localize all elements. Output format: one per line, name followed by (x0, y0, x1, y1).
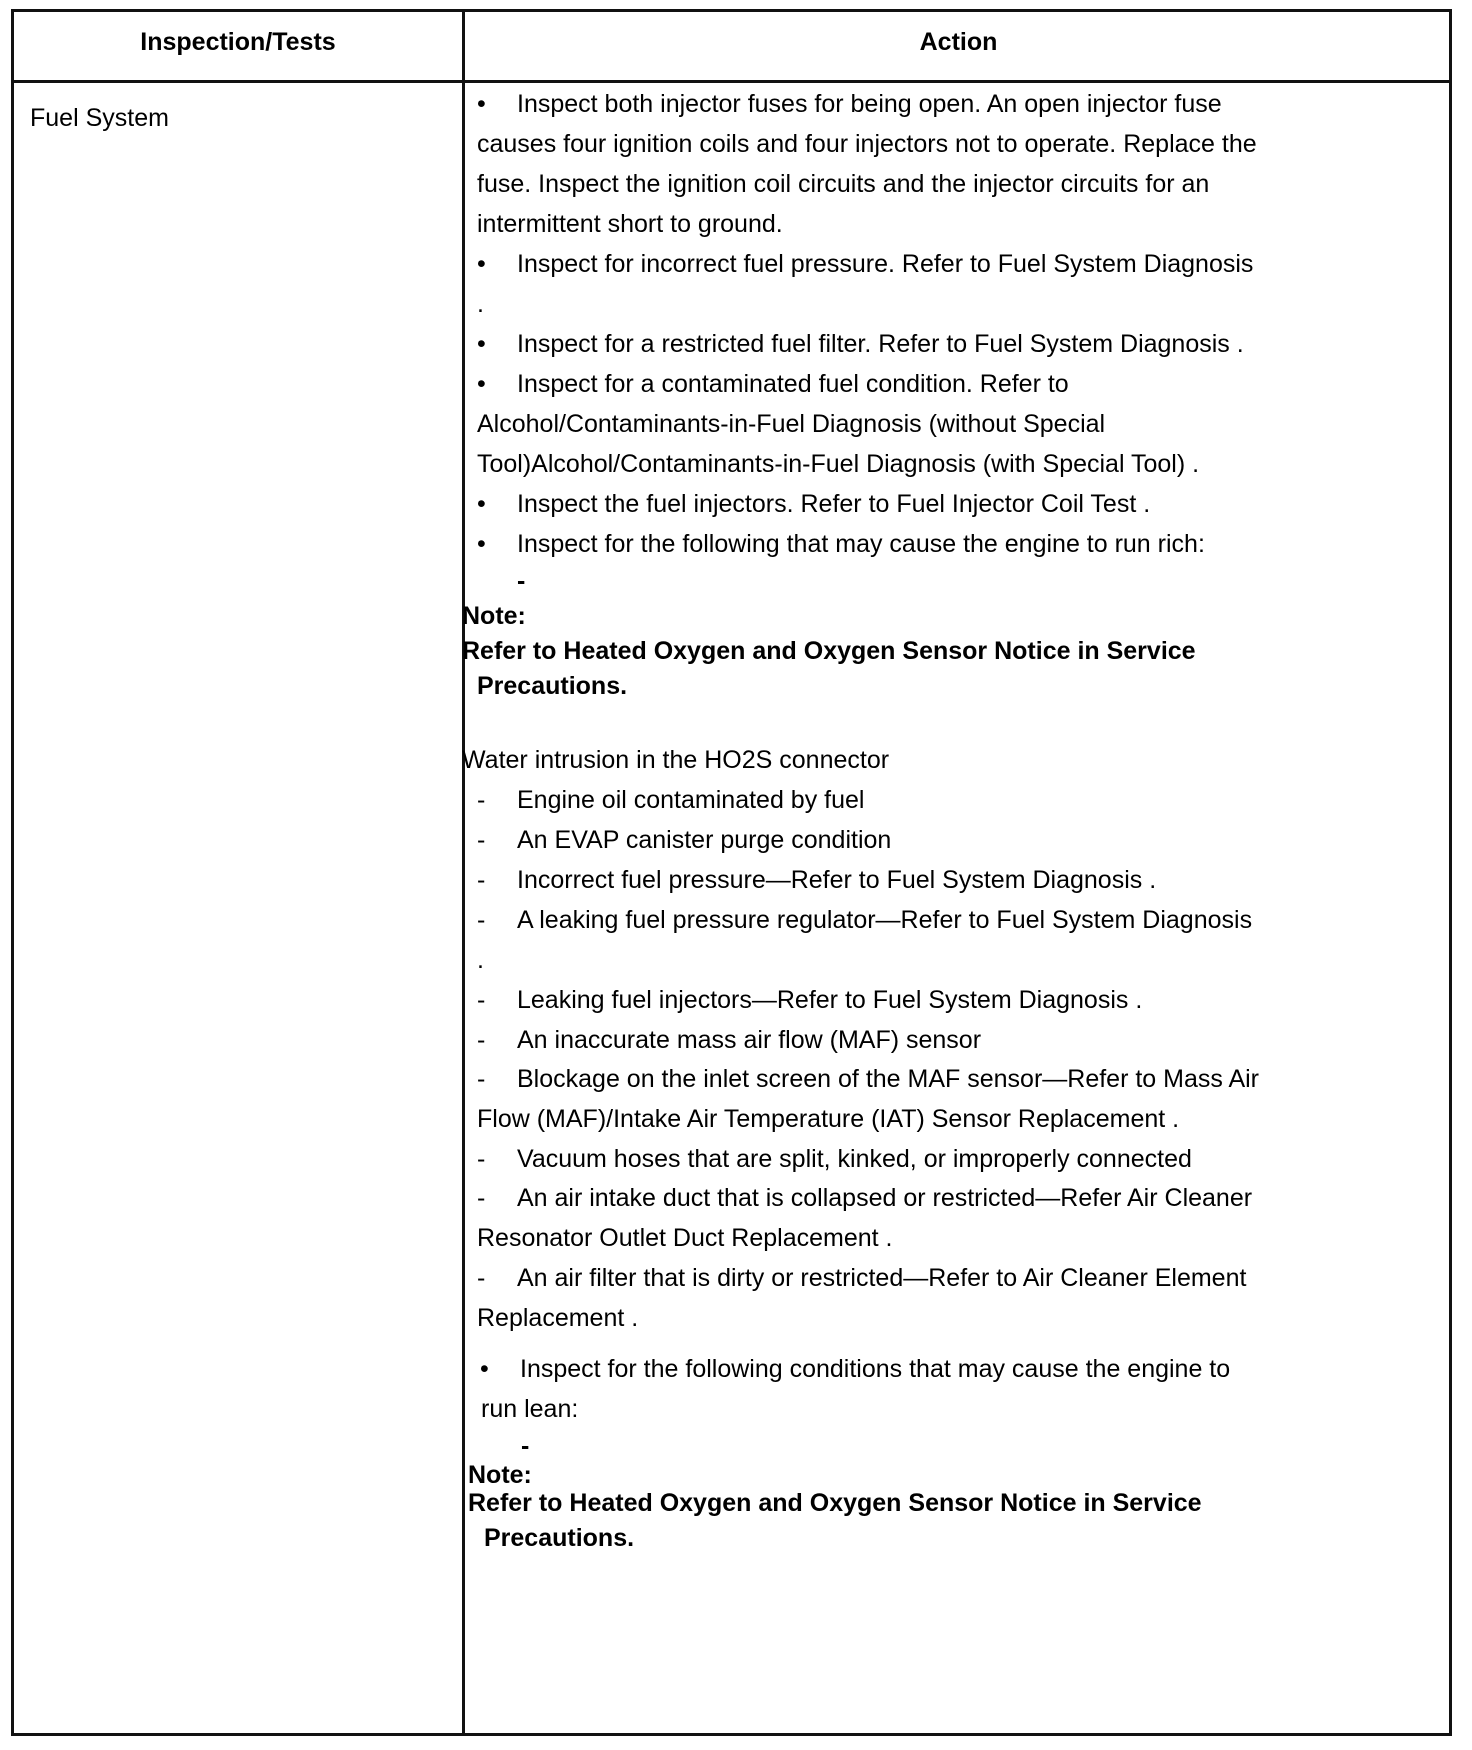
action-line: intermittent short to ground. (477, 210, 783, 238)
action-line: - Leaking fuel injectors—Refer to Fuel System Diagnosis . (477, 986, 1143, 1014)
action-line: • Inspect for a restricted fuel filter. Refer to Fuel System Diagnosis . (477, 330, 1244, 358)
dash-marker: - (477, 786, 486, 814)
header-action: Action (919, 28, 998, 56)
action-line: • Inspect for incorrect fuel pressure. Refer to Fuel System Diagnosis (477, 250, 1254, 278)
action-line: • Inspect the fuel injectors. Refer to Fuel Injector Coil Test . (477, 490, 1151, 518)
action-line: • Inspect for the following that may cause the engine to run rich: (477, 530, 1205, 558)
note-text: Refer to Heated Oxygen and Oxygen Sensor Notice in Service (468, 1489, 1202, 1517)
action-line: Water intrusion in the HO2S connector (462, 746, 890, 774)
note-text: Precautions. (484, 1524, 635, 1552)
bullet-marker: • (477, 370, 486, 398)
header-inspection-tests: Inspection/Tests (140, 28, 336, 56)
note-text: Precautions. (477, 672, 628, 700)
action-line: • Inspect for the following conditions that may cause the engine to (480, 1355, 1231, 1383)
note-label: Note: (462, 602, 526, 630)
column-divider (462, 12, 465, 1733)
bullet-marker: • (477, 90, 486, 118)
bullet-marker: • (477, 330, 486, 358)
dash-marker: - (477, 826, 486, 854)
row-label-fuel-system: Fuel System (30, 104, 169, 132)
dash-marker: - (477, 1264, 486, 1292)
action-line: • Inspect for a contaminated fuel condition. Refer to (477, 370, 1069, 398)
action-line: Replacement . (477, 1304, 639, 1332)
bullet-marker: • (477, 250, 486, 278)
bullet-marker: • (480, 1355, 489, 1383)
dash-marker: - (521, 1432, 530, 1460)
action-line: Flow (MAF)/Intake Air Temperature (IAT) Sensor Replacement . (477, 1105, 1180, 1133)
action-line: - Incorrect fuel pressure—Refer to Fuel System Diagnosis . (477, 866, 1157, 894)
action-line: causes four ignition coils and four injectors not to operate. Replace the (477, 130, 1257, 158)
dash-marker: - (477, 1145, 486, 1173)
dash-marker: - (477, 986, 486, 1014)
header-divider (14, 80, 1449, 83)
dash-marker: - (477, 866, 486, 894)
action-line: Alcohol/Contaminants-in-Fuel Diagnosis (without Special (477, 410, 1106, 438)
note-text: Refer to Heated Oxygen and Oxygen Sensor Notice in Service (462, 637, 1196, 665)
note-label: Note: (468, 1461, 532, 1489)
action-line: Resonator Outlet Duct Replacement . (477, 1224, 893, 1252)
action-line: . (477, 946, 484, 974)
action-line: - A leaking fuel pressure regulator—Refer to Fuel System Diagnosis (477, 906, 1253, 934)
action-line: - An air intake duct that is collapsed or restricted—Refer Air Cleaner (477, 1184, 1253, 1212)
action-line: - Blockage on the inlet screen of the MAF sensor—Refer to Mass Air (477, 1065, 1260, 1093)
action-line: - Vacuum hoses that are split, kinked, or improperly connected (477, 1145, 1192, 1173)
action-line: run lean: (481, 1395, 579, 1423)
action-line: - An air filter that is dirty or restricted—Refer to Air Cleaner Element (477, 1264, 1247, 1292)
action-line: - Engine oil contaminated by fuel (477, 786, 865, 814)
action-line: - An EVAP canister purge condition (477, 826, 892, 854)
dash-marker: - (477, 1026, 486, 1054)
bullet-marker: • (477, 530, 486, 558)
action-line: Tool)Alcohol/Contaminants-in-Fuel Diagnosis (with Special Tool) . (477, 450, 1200, 478)
action-line: fuse. Inspect the ignition coil circuits and the injector circuits for an (477, 170, 1210, 198)
action-line: • Inspect both injector fuses for being open. An open injector fuse (477, 90, 1222, 118)
action-line: - An inaccurate mass air flow (MAF) sensor (477, 1026, 982, 1054)
bullet-marker: • (477, 490, 486, 518)
dash-marker: - (517, 567, 526, 595)
dash-marker: - (477, 906, 486, 934)
dash-marker: - (477, 1184, 486, 1212)
dash-marker: - (477, 1065, 486, 1093)
action-line: . (477, 290, 484, 318)
